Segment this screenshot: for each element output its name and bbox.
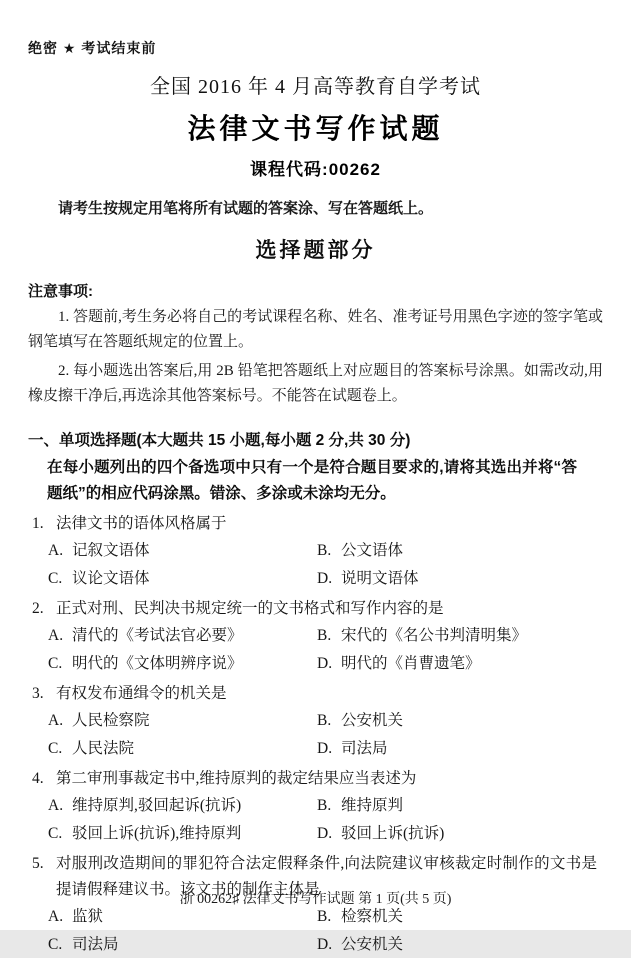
option-b <box>317 707 603 734</box>
option-text: 议论文语体 <box>72 570 150 587</box>
option-label: B. <box>317 627 332 644</box>
note-item-1: 1. 答题前,考生务必将自己的考试课程名称、姓名、准考证号用黑色字迹的签字笔或钢笔填写在答题纸规定的位置上。 <box>28 309 603 350</box>
option-c <box>48 735 317 762</box>
option-text: 人民法院 <box>72 740 135 757</box>
option-text: 司法局 <box>341 740 388 757</box>
exam-series-title: 全国 2016 年 4 月高等教育自学考试 <box>150 76 481 98</box>
option-label: B. <box>317 542 332 559</box>
option-text: 清代的《考试法官必要》 <box>72 627 243 644</box>
question-number: 3. <box>32 685 44 702</box>
classification-label: 绝密 ★ 考试结束前 <box>28 40 157 56</box>
question-1-options <box>48 537 603 592</box>
option-label: D. <box>317 570 333 587</box>
question-text: 对服刑改造期间的罪犯符合法定假释条件,向法院建议审核裁定时制作的文书是提请假释建议书。该文书的制作主体是 <box>56 855 597 898</box>
option-label: D. <box>317 936 333 953</box>
option-a <box>48 622 317 649</box>
question-number: 4. <box>32 770 44 787</box>
option-a <box>48 707 317 734</box>
option-d <box>317 650 603 677</box>
option-text: 明代的《肖曹遗笔》 <box>341 655 481 672</box>
question-2-stem <box>32 596 603 622</box>
option-text: 司法局 <box>72 936 119 953</box>
option-text: 说明文语体 <box>341 570 419 587</box>
option-text: 公安机关 <box>341 712 404 729</box>
option-label: B. <box>317 797 332 814</box>
option-c <box>48 931 317 958</box>
option-c <box>48 820 317 847</box>
question-3-stem <box>32 681 603 707</box>
question-text: 第二审刑事裁定书中,维持原判的裁定结果应当表述为 <box>56 770 417 787</box>
question-2-options <box>48 622 603 677</box>
option-text: 检察机关 <box>341 908 404 925</box>
question-4 <box>28 766 603 847</box>
option-d <box>317 820 603 847</box>
option-label: A. <box>48 712 64 729</box>
page-title: 法律文书写作试题 <box>187 113 444 144</box>
option-label: C. <box>48 655 63 672</box>
option-c <box>48 650 317 677</box>
option-label: A. <box>48 797 64 814</box>
part1-heading: 一、单项选择题(本大题共 15 小题,每小题 2 分,共 30 分) <box>28 432 411 449</box>
option-label: D. <box>317 825 333 842</box>
option-text: 驳回上诉(抗诉),维持原判 <box>72 825 242 842</box>
option-b <box>317 537 603 564</box>
option-label: A. <box>48 908 64 925</box>
option-d <box>317 735 603 762</box>
option-label: A. <box>48 627 64 644</box>
question-text: 法律文书的语体风格属于 <box>56 515 227 532</box>
option-label: B. <box>317 908 332 925</box>
question-3-options <box>48 707 603 762</box>
course-code: 课程代码:00262 <box>250 160 381 179</box>
question-4-options <box>48 792 603 847</box>
option-text: 监狱 <box>72 908 104 925</box>
option-d <box>317 565 603 592</box>
option-label: D. <box>317 655 333 672</box>
option-c <box>48 565 317 592</box>
part1-instruction: 在每小题列出的四个备选项中只有一个是符合题目要求的,请将其选出并将“答题纸”的相应代码涂黑。错涂、多涂或未涂均无分。 <box>47 459 577 502</box>
option-label: A. <box>48 542 64 559</box>
option-text: 记叙文语体 <box>72 542 150 559</box>
option-text: 维持原判,驳回起诉(抗诉) <box>72 797 242 814</box>
page-footer: 浙 00262♯ 法律文书写作试题 第 1 页(共 5 页) <box>179 892 452 907</box>
section-title: 选择题部分 <box>255 239 376 262</box>
option-text: 宋代的《名公书判清明集》 <box>341 627 528 644</box>
question-number: 2. <box>32 600 44 617</box>
notes-title: 注意事项: <box>28 283 93 300</box>
option-a <box>48 792 317 819</box>
question-2 <box>28 596 603 677</box>
question-1 <box>28 511 603 592</box>
option-label: C. <box>48 740 63 757</box>
question-text: 正式对刑、民判决书规定统一的文书格式和写作内容的是 <box>56 600 444 617</box>
option-text: 维持原判 <box>341 797 404 814</box>
option-d <box>317 931 603 958</box>
question-text: 有权发布通缉令的机关是 <box>56 685 227 702</box>
answer-sheet-instruction: 请考生按规定用笔将所有试题的答案涂、写在答题纸上。 <box>58 200 434 217</box>
note-item-2: 2. 每小题选出答案后,用 2B 铅笔把答题纸上对应题目的答案标号涂黑。如需改动,用橡皮擦干净后,再选涂其他答案标号。不能答在试题卷上。 <box>28 363 603 404</box>
question-5-options <box>48 903 603 958</box>
option-b <box>317 792 603 819</box>
question-1-stem <box>32 511 603 537</box>
question-4-stem <box>32 766 603 792</box>
option-label: C. <box>48 570 63 587</box>
option-text: 公文语体 <box>341 542 404 559</box>
question-number: 1. <box>32 515 44 532</box>
option-label: C. <box>48 825 63 842</box>
option-text: 人民检察院 <box>72 712 150 729</box>
option-text: 驳回上诉(抗诉) <box>341 825 445 842</box>
option-a <box>48 537 317 564</box>
question-number: 5. <box>32 855 44 872</box>
option-label: B. <box>317 712 332 729</box>
option-text: 公安机关 <box>341 936 404 953</box>
option-b <box>317 622 603 649</box>
option-text: 明代的《文体明辨序说》 <box>72 655 243 672</box>
option-label: D. <box>317 740 333 757</box>
option-label: C. <box>48 936 63 953</box>
question-3 <box>28 681 603 762</box>
